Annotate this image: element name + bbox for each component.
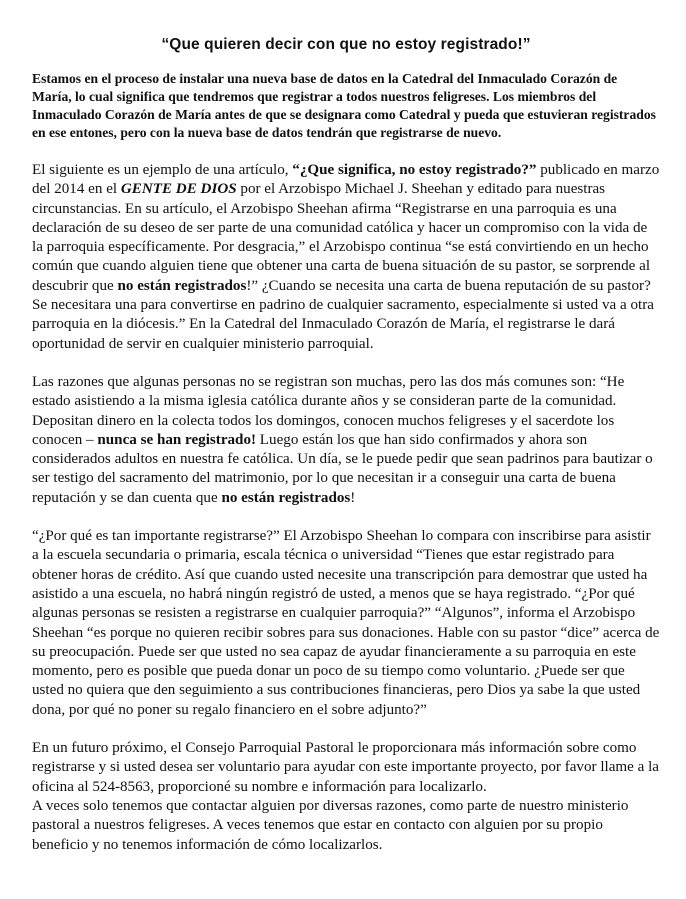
- emphasis-never-registered: nunca se han registrado!: [97, 431, 257, 448]
- paragraph-reasons: [32, 373, 660, 508]
- text-run: !: [350, 489, 356, 506]
- emphasis-not-registered: no están registrados: [221, 489, 351, 506]
- text-run: Las razones que algunas personas no se registran son muchas, pero las dos más comunes son: “He estado asistiendo a la misma iglesia católica durante años y se consideran parte de la comunidad. Depositan dinero en la colecta todos los domingos, conocen muchos feligreses y el sacerdote los conocen –: [32, 373, 625, 448]
- intro-paragraph: Estamos en el proceso de instalar una nueva base de datos en la Catedral del Inmaculado Corazón de María, lo cual significa que tendremos que registrar a todos nuestros feligreses. Los miembros del Inmaculado Corazón de María antes de que se designara como Catedral y pueda que estuvieran registrados en ese entones, pero con la nueva base de datos tendrán que registrarse de nuevo.: [32, 71, 656, 140]
- text-run: !” ¿Cuando se necesita una carta de buena reputación de su pastor? Se necesitara una para convertirse en padrino de cualquier sacramento, especialmente si usted va a otra parroquia en la diócesis.” En la Catedral del Inmaculado Corazón de María, el registrarse le dará oportunidad de servir en cualquier ministerio parroquial.: [32, 277, 654, 352]
- publication-name: GENTE DE DIOS: [120, 181, 237, 198]
- emphasis-not-registered: no están registrados: [117, 277, 247, 294]
- text-run: publicado en marzo del 2014 en el: [32, 162, 660, 198]
- text-run: Luego están los que han sido confirmados y ahora son considerados adultos en nuestra fe católica. Un día, se le puede pedir que sean padrinos para bautizar o ser testigo del sacramento del matrimonio, por lo que necesitan ir a conseguir una carta de buena reputación y se dan cuenta que: [32, 431, 653, 506]
- paragraph-future-contact: En un futuro próximo, el Consejo Parroquial Pastoral le proporcionara más información sobre como registrarse y si usted desea ser voluntario para ayudar con este importante proyecto, por favor llame a la oficina al 524-8563, proporcioné su nombre e información para localizarlo.: [32, 740, 659, 795]
- article-title: “¿Que significa, no estoy registrado?”: [292, 162, 537, 178]
- paragraph-reach-out: A veces solo tenemos que contactar alguien por diversas razones, como parte de nuestro ministerio pastoral a nuestros feligreses. A veces tenemos que estar en contacto con alguien por su propio beneficio y no tenemos información de cómo localizarlos.: [32, 797, 629, 853]
- document-title: “Que quieren decir con que no estoy registrado!”: [161, 36, 531, 53]
- text-run: El siguiente es un ejemplo de una artículo,: [32, 162, 293, 178]
- paragraph-why-important: “¿Por qué es tan importante registrarse?” El Arzobispo Sheehan lo compara con inscribirse para asistir a la escuela secundaria o primaria, escala técnica o universidad “Tienes que estar registrado para obtener horas de crédito. Así que cuando usted necesite una transcripción para demostrar que usted ha asistido a una escuela, no habrá ningún registró de usted, a menos que se haya registrado. “¿Por qué algunas personas se resisten a registrarse en cualquier parroquia?” “Algunos”, informa el Arzobispo Sheehan “es porque no quieren recibir sobres para sus donaciones. Hable con su pastor “dice” acerca de su preocupación. Puede ser que usted no sea capaz de ayudar financieramente a su parroquia en este momento, pero es posible que pueda donar un poco de su tiempo como voluntario. ¿Puede ser que usted no quiera que den seguimiento a sus contribuciones financieras, pero Dios ya sabe la que usted dona, por qué no poner su regalo financiero en el sobre adjunto?”: [32, 528, 660, 718]
- paragraph-article-example: [32, 161, 660, 354]
- text-run: por el Arzobispo Michael J. Sheehan y editado para nuestras circunstancias. En su artículo, el Arzobispo Sheehan afirma “Registrarse en una parroquia es una declaración de su deseo de ser parte de una comunidad católica y hacer un compromiso con la vida de la parroquia específicamente. Por desgracia,” el Arzobispo continua “se está convirtiendo en un hecho común que cuando alguien tiene que obtener una carta de buena situación de su pastor, se sorprende al descubrir que: [32, 181, 651, 294]
